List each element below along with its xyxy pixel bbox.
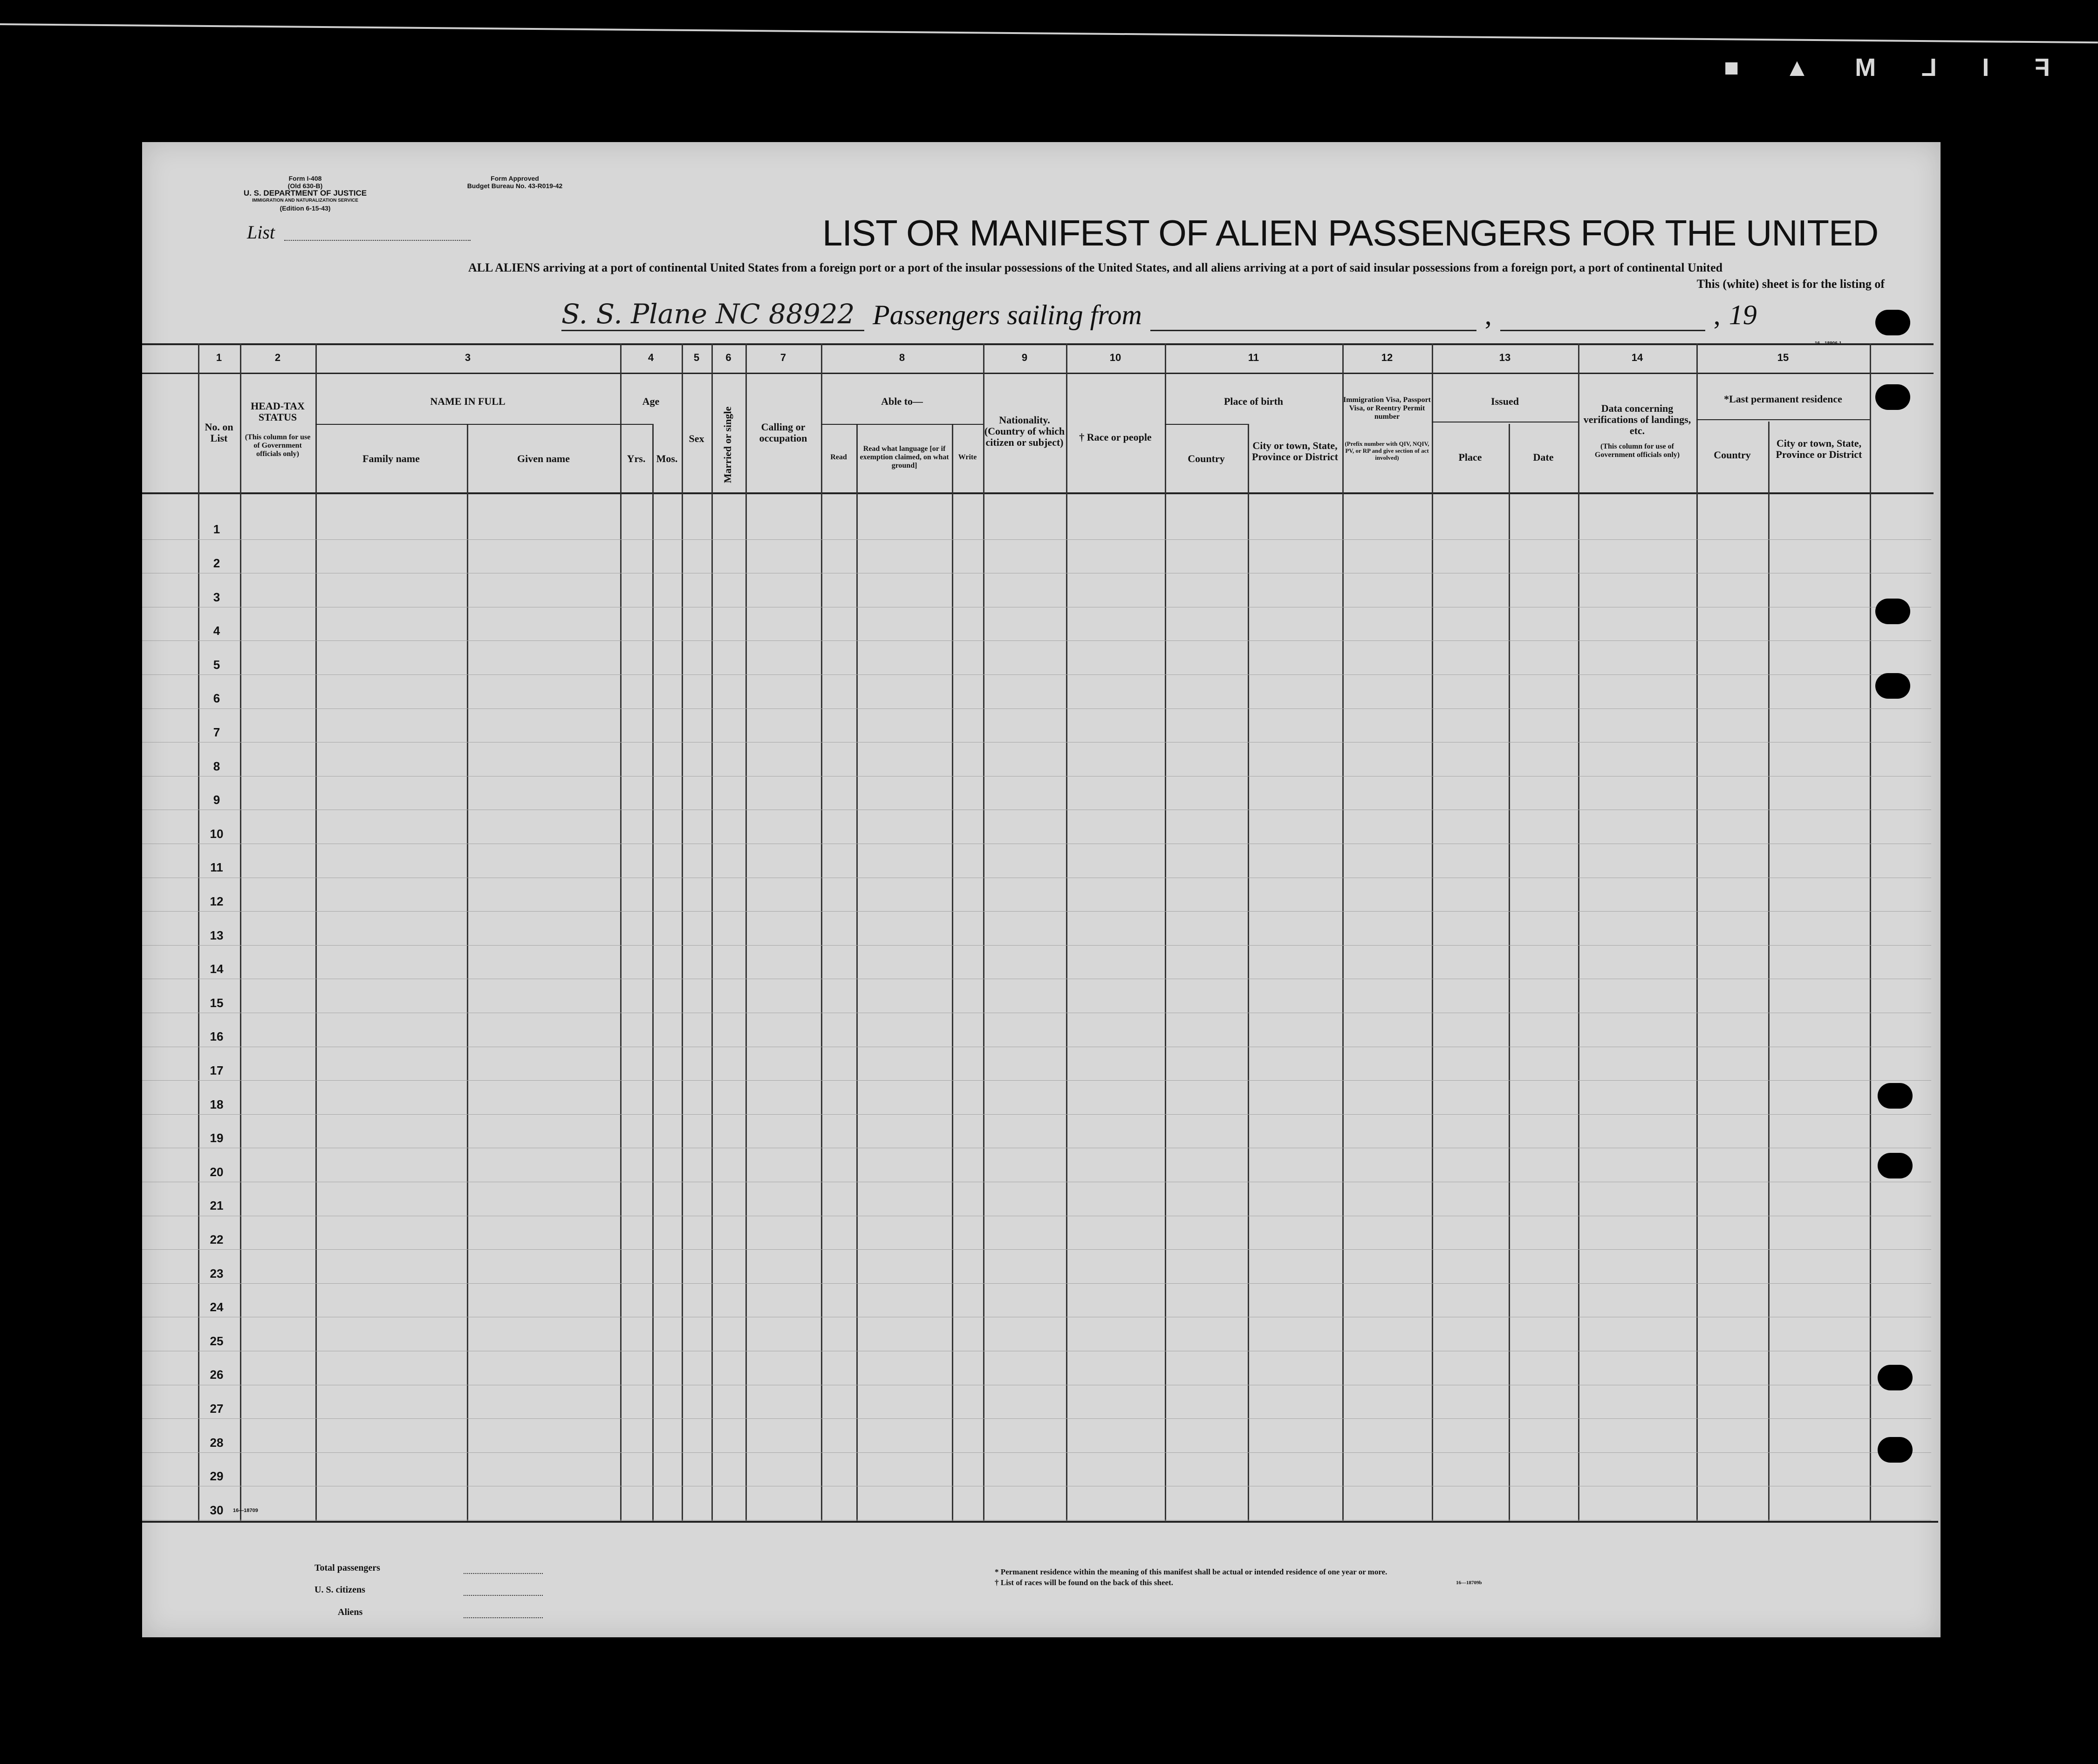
row-rule bbox=[142, 1249, 1931, 1250]
row-number: 9 bbox=[213, 793, 220, 807]
header-age: Age bbox=[642, 395, 660, 407]
row-rule bbox=[142, 1080, 1931, 1081]
row-number: 26 bbox=[210, 1368, 224, 1382]
row-number: 12 bbox=[210, 894, 224, 908]
row-number: 13 bbox=[210, 928, 224, 942]
film-mark: ■ bbox=[1724, 54, 1739, 82]
approval-block bbox=[440, 175, 589, 190]
col-number: 13 bbox=[1499, 352, 1511, 363]
sailing-date-field bbox=[1500, 306, 1705, 331]
col-number: 8 bbox=[899, 352, 905, 363]
budget-bureau: Budget Bureau No. 43-R019-42 bbox=[467, 182, 563, 190]
punch-hole bbox=[1878, 1437, 1913, 1463]
row-rule bbox=[142, 674, 1931, 675]
subtitle-continued: This (white) sheet is for the listing of bbox=[1696, 277, 1885, 291]
header-name-in-full: NAME IN FULL bbox=[430, 395, 506, 407]
sailing-port-field bbox=[1150, 306, 1476, 331]
header-birth-country: Country bbox=[1188, 453, 1225, 464]
header-last-residence: *Last permanent residence bbox=[1724, 393, 1842, 405]
list-number-line bbox=[284, 240, 471, 241]
punch-hole bbox=[1875, 673, 1910, 699]
vessel-prefix: S. S. bbox=[561, 298, 622, 330]
subhdr-rule bbox=[315, 424, 620, 425]
row-rule bbox=[142, 1114, 1931, 1115]
row-number: 14 bbox=[210, 962, 224, 976]
department: U. S. DEPARTMENT OF JUSTICE bbox=[243, 189, 367, 198]
us-citizens-label: U. S. citizens bbox=[314, 1585, 365, 1595]
col-divider bbox=[1432, 343, 1433, 1522]
footnote-residence: * Permanent residence within the meaning of this manifest shall be actual or intended residence of one year or more. bbox=[995, 1567, 1387, 1576]
subtitle: ALL ALIENS arriving at a port of continental United States from a foreign port or a port of the insular possessions of the United States, and all aliens arriving at a port of said insular possessions from a foreign port, a port of continental United bbox=[468, 261, 1723, 274]
row-number: 8 bbox=[213, 759, 220, 773]
row-number: 7 bbox=[213, 725, 220, 739]
col-divider bbox=[856, 424, 858, 1521]
subhdr-rule bbox=[1165, 424, 1248, 425]
total-passengers-label: Total passengers bbox=[314, 1563, 380, 1573]
col-divider bbox=[652, 424, 654, 1521]
header-calling: Calling or occupation bbox=[759, 421, 807, 444]
col-number: 9 bbox=[1021, 352, 1028, 363]
header-place-of-birth: Place of birth bbox=[1223, 395, 1284, 407]
col-number: 6 bbox=[725, 352, 731, 363]
header-age-years: Yrs. bbox=[627, 453, 646, 464]
col-divider bbox=[1578, 343, 1579, 1522]
col-number: 14 bbox=[1631, 352, 1643, 363]
col-number: 12 bbox=[1381, 352, 1393, 363]
punch-hole bbox=[1878, 1083, 1913, 1109]
col-number: 11 bbox=[1248, 352, 1259, 363]
header-res-city: City or town, State, Province or District bbox=[1776, 437, 1862, 460]
punch-hole bbox=[1878, 1365, 1913, 1390]
punch-hole bbox=[1875, 384, 1910, 410]
row-rule bbox=[142, 945, 1931, 946]
col-number: 2 bbox=[274, 352, 281, 363]
col-divider bbox=[467, 424, 468, 1521]
header-age-months: Mos. bbox=[656, 453, 678, 464]
row-number: 11 bbox=[210, 860, 223, 875]
punch-hole bbox=[1875, 599, 1910, 624]
header-issued-date: Date bbox=[1533, 451, 1554, 463]
header-issued-place: Place bbox=[1458, 451, 1482, 463]
header-data-concerning: Data concerning verifications of landings, etc. bbox=[1583, 402, 1691, 436]
row-number: 17 bbox=[210, 1063, 224, 1077]
header-data-note: (This column for use of Government officials only) bbox=[1594, 443, 1680, 459]
row-number: 2 bbox=[213, 556, 220, 570]
header-read: Read bbox=[830, 453, 847, 461]
header-bottom-rule bbox=[142, 492, 1934, 494]
us-citizens-field[interactable] bbox=[464, 1595, 543, 1596]
col-divider bbox=[745, 343, 747, 1522]
row-number: 29 bbox=[210, 1469, 224, 1484]
col-divider bbox=[620, 343, 622, 1522]
row-number: 3 bbox=[213, 590, 220, 604]
col-divider bbox=[1768, 422, 1770, 1521]
col-divider bbox=[711, 343, 713, 1522]
table-code: 16—18709 bbox=[233, 1508, 258, 1513]
header-head-tax-note: (This column for use of Government officials only) bbox=[245, 433, 311, 458]
header-visa: Immigration Visa, Passport Visa, or Reentry Permit number bbox=[1343, 396, 1431, 421]
header-visa-note: (Prefix number with QIV, NQIV, PV, or RP and give section of act involved) bbox=[1345, 440, 1429, 461]
col-divider bbox=[682, 343, 683, 1522]
year-prefix: 19 bbox=[1729, 300, 1757, 330]
header-nationality: Nationality. (Country of which citizen or subject) bbox=[984, 414, 1065, 448]
service: IMMIGRATION AND NATURALIZATION SERVICE bbox=[252, 198, 358, 203]
film-mark: M bbox=[1855, 54, 1876, 82]
row-number: 15 bbox=[210, 995, 224, 1010]
header-write: Write bbox=[958, 453, 977, 461]
row-number: 25 bbox=[210, 1334, 224, 1348]
vessel-line: S. S. Plane NC 88922 Passengers sailing from , , 19 bbox=[561, 298, 1757, 330]
total-passengers-field[interactable] bbox=[464, 1573, 543, 1574]
header-read-language: Read what language [or if exemption claimed, on what ground] bbox=[860, 445, 949, 470]
subhdr-rule bbox=[821, 424, 983, 425]
header-res-country: Country bbox=[1714, 449, 1751, 461]
row-rule bbox=[142, 1283, 1931, 1284]
row-number: 16 bbox=[210, 1029, 224, 1044]
col-divider bbox=[1696, 343, 1698, 1522]
punch-hole bbox=[1878, 1153, 1913, 1178]
row-number: 28 bbox=[210, 1435, 224, 1450]
header-sex: Sex bbox=[689, 433, 704, 444]
row-rule bbox=[142, 911, 1931, 912]
header-birth-city: City or town, State, Province or District bbox=[1252, 440, 1338, 463]
col-number: 4 bbox=[648, 352, 654, 363]
row-number: 24 bbox=[210, 1300, 224, 1314]
vessel-name bbox=[561, 298, 864, 331]
aliens-label: Aliens bbox=[338, 1607, 363, 1617]
col-number: 1 bbox=[216, 352, 222, 363]
row-rule bbox=[142, 539, 1931, 540]
row-number: 20 bbox=[210, 1165, 224, 1179]
form-old-number: (Old 630-B) bbox=[287, 182, 323, 190]
film-mark: ▲ bbox=[1784, 54, 1810, 82]
header-head-tax: HEAD-TAX STATUS bbox=[251, 400, 305, 423]
table-top-rule bbox=[142, 343, 1934, 345]
col-divider bbox=[983, 343, 984, 1522]
film-mark: F bbox=[2035, 54, 2050, 82]
row-rule bbox=[142, 708, 1931, 709]
vessel-handwritten: Plane NC 88922 bbox=[631, 298, 855, 330]
col-divider bbox=[315, 343, 317, 1522]
row-number: 4 bbox=[213, 624, 220, 638]
colnum-rule bbox=[142, 373, 1934, 374]
sailing-label: Passengers sailing from bbox=[873, 300, 1142, 330]
list-label: List bbox=[247, 222, 275, 243]
row-rule bbox=[142, 1452, 1931, 1453]
film-mark: L bbox=[1921, 54, 1937, 82]
manifest-sheet bbox=[142, 142, 1941, 1637]
punch-hole bbox=[1875, 310, 1910, 335]
header-married: Married or single bbox=[722, 406, 733, 484]
row-rule bbox=[142, 1418, 1931, 1419]
film-mark: I bbox=[1982, 54, 1989, 82]
row-number: 27 bbox=[210, 1401, 224, 1416]
col-divider bbox=[1509, 424, 1510, 1521]
col-divider bbox=[1342, 343, 1344, 1522]
col-number: 5 bbox=[693, 352, 700, 363]
row-number: 18 bbox=[210, 1097, 224, 1111]
header-race: † Race or people bbox=[1079, 431, 1152, 443]
footer-code: 16—18709b bbox=[1456, 1580, 1482, 1586]
page-title: LIST OR MANIFEST OF ALIEN PASSENGERS FOR THE UNITED bbox=[822, 212, 1879, 253]
col-divider bbox=[821, 343, 822, 1522]
form-id-block bbox=[221, 175, 389, 212]
form-number: Form I-408 bbox=[288, 175, 322, 182]
row-number: 23 bbox=[210, 1266, 224, 1280]
edition: (Edition 6-15-43) bbox=[280, 204, 331, 212]
row-number: 21 bbox=[210, 1199, 224, 1213]
col-number: 3 bbox=[465, 352, 471, 363]
form-approved: Form Approved bbox=[491, 175, 539, 182]
col-number: 7 bbox=[780, 352, 786, 363]
header-able-to: Able to— bbox=[881, 395, 923, 407]
row-number: 5 bbox=[213, 657, 220, 672]
row-number: 6 bbox=[213, 691, 220, 706]
col-divider bbox=[1165, 343, 1166, 1522]
col-divider bbox=[1066, 343, 1067, 1522]
row-number: 30 bbox=[210, 1503, 224, 1517]
header-family-name: Family name bbox=[362, 453, 420, 464]
header-issued: Issued bbox=[1491, 395, 1519, 407]
table-bottom-rule bbox=[142, 1521, 1938, 1523]
header-no-on-list: No. on List bbox=[205, 421, 233, 444]
subhdr-rule bbox=[620, 424, 652, 425]
col-divider bbox=[1248, 424, 1249, 1521]
row-number: 19 bbox=[210, 1131, 224, 1145]
row-rule bbox=[142, 640, 1931, 641]
col-number: 15 bbox=[1777, 352, 1789, 363]
col-number: 10 bbox=[1109, 352, 1121, 363]
row-number: 1 bbox=[213, 522, 220, 537]
col-divider bbox=[1870, 343, 1871, 1522]
film-marker bbox=[1724, 51, 2050, 84]
col-divider bbox=[952, 424, 953, 1521]
aliens-field[interactable] bbox=[464, 1617, 543, 1618]
footnote-races: † List of races will be found on the back of this sheet. bbox=[995, 1578, 1173, 1587]
film-edge-line bbox=[0, 23, 2098, 43]
header-given-name: Given name bbox=[517, 453, 570, 464]
subhdr-rule bbox=[1696, 419, 1870, 420]
row-number: 10 bbox=[210, 826, 224, 841]
row-number: 22 bbox=[210, 1232, 224, 1246]
